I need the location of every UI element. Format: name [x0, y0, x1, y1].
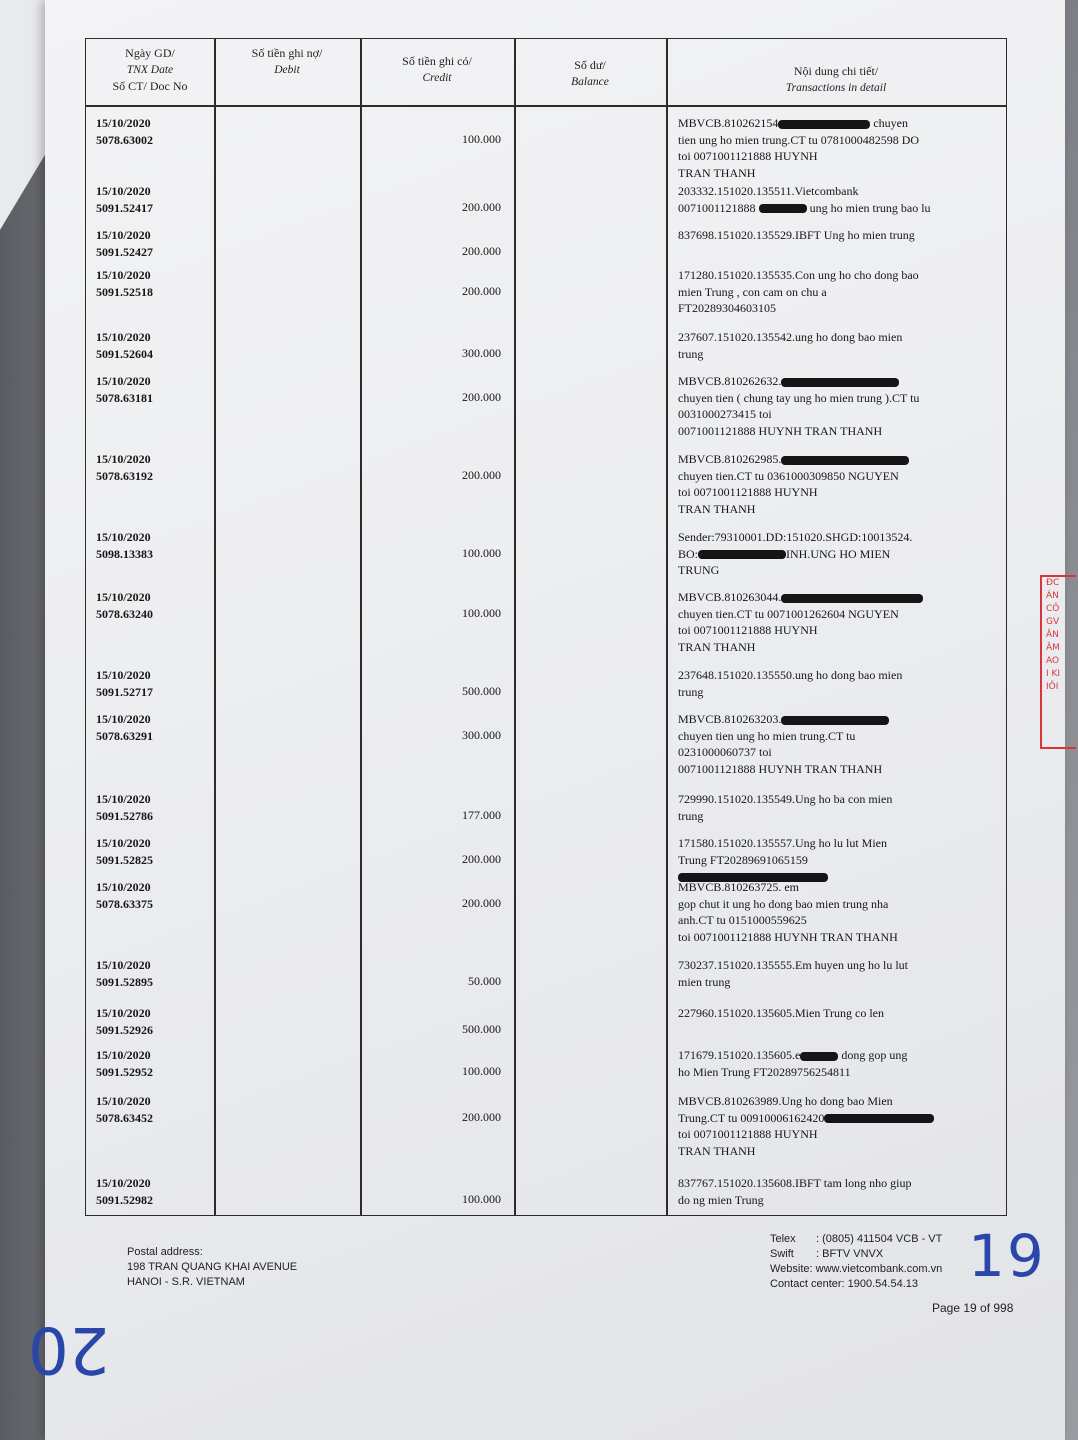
tnx-date: 15/10/2020	[96, 116, 151, 130]
stamp-text-fragment: ĐC	[1046, 578, 1060, 588]
stamp-text-fragment: AO	[1046, 656, 1060, 666]
detail-text: 203332.151020.135511.Vietcombank 0071001121888	[678, 184, 859, 215]
detail-text: MBVCB.810262985.	[678, 452, 782, 466]
telex-value: : (0805) 411504 VCB - VT	[816, 1233, 943, 1245]
transaction-detail	[678, 957, 946, 990]
header-date	[86, 45, 214, 94]
redaction-mark	[781, 378, 899, 387]
column-divider	[214, 39, 216, 1215]
transaction-detail	[678, 115, 946, 181]
transaction-detail	[678, 711, 946, 777]
detail-text: MBVCB.810263725.	[678, 880, 782, 894]
tnx-date: 15/10/2020	[96, 880, 151, 894]
column-divider	[360, 39, 362, 1215]
doc-number: 5078.63192	[96, 469, 153, 483]
credit-amount: 100.000	[462, 1064, 501, 1078]
detail-text-continued: chuyen tien.CT tu 0071001262604 NGUYEN toi 0071001121888 HUYNH TRAN THANH	[678, 606, 899, 654]
handwritten-page-number: 19	[968, 1222, 1046, 1290]
tnx-date: 15/10/2020	[96, 330, 151, 344]
stamp-text-fragment: GV	[1046, 617, 1060, 627]
header-divider	[86, 105, 1006, 107]
credit-amount: 200.000	[462, 244, 501, 258]
redaction-mark	[781, 716, 889, 725]
redaction-mark	[778, 120, 870, 129]
detail-text: 237607.151020.135542.ung ho dong bao mien trung	[678, 330, 903, 361]
detail-text: MBVCB.810262632.	[678, 374, 782, 388]
postal-line-1: 198 TRAN QUANG KHAI AVENUE	[127, 1261, 298, 1273]
header-doc-no: Số CT/ Doc No	[112, 79, 188, 93]
doc-number: 5091.52786	[96, 809, 153, 823]
tnx-date: 15/10/2020	[96, 452, 151, 466]
detail-text: 171679.151020.135605.e	[678, 1048, 801, 1062]
tnx-date: 15/10/2020	[96, 1176, 151, 1190]
detail-text: 171580.151020.135557.Ung ho lu lut Mien Trung FT20289691065159	[678, 836, 887, 867]
bank-statement-page	[45, 0, 1065, 1440]
doc-number: 5078.63240	[96, 607, 153, 621]
stamp-text-fragment: ÁN	[1046, 591, 1059, 601]
contact-center-text: Contact center: 1900.54.54.13	[770, 1278, 918, 1290]
swift-label: Swift	[770, 1248, 794, 1260]
tnx-date: 15/10/2020	[96, 668, 151, 682]
doc-number: 5078.63375	[96, 897, 153, 911]
doc-number: 5091.52895	[96, 975, 153, 989]
credit-amount: 200.000	[462, 1110, 501, 1124]
header-balance	[514, 57, 666, 90]
credit-amount: 100.000	[462, 1192, 501, 1206]
credit-amount: 100.000	[462, 132, 501, 146]
detail-text: Sender:79310001.DD:151020.SHGD:10013524. BO:	[678, 530, 913, 561]
credit-amount: 177.000	[462, 808, 501, 822]
detail-text: 171280.151020.135535.Con ung ho cho dong bao mien Trung , con cam on chu a FT20289304603105	[678, 268, 919, 315]
transaction-detail	[678, 267, 946, 317]
detail-text-continued: dong gop ung ho Mien Trung FT20289756254811	[678, 1048, 908, 1079]
header-detail-vi: Nội dung chi tiết/	[793, 64, 879, 78]
red-stamp-fragment	[1040, 575, 1076, 749]
credit-amount: 200.000	[462, 284, 501, 298]
credit-amount: 200.000	[462, 390, 501, 404]
column-divider	[666, 39, 668, 1215]
detail-text: 837698.151020.135529.IBFT Ung ho mien trung	[678, 228, 915, 242]
credit-amount: 500.000	[462, 684, 501, 698]
credit-amount: 300.000	[462, 728, 501, 742]
header-credit-en: Credit	[422, 72, 452, 84]
detail-text-continued: chuyen tien.CT tu 0361000309850 NGUYEN toi 0071001121888 HUYNH TRAN THANH	[678, 468, 899, 516]
detail-text-continued: toi 0071001121888 HUYNH TRAN THANH	[678, 1127, 818, 1158]
stamp-text-fragment: CÔ	[1046, 604, 1060, 614]
doc-number: 5091.52825	[96, 853, 153, 867]
website-text: Website: www.vietcombank.com.vn	[770, 1263, 943, 1275]
doc-number: 5098.13383	[96, 547, 153, 561]
tnx-date: 15/10/2020	[96, 590, 151, 604]
transaction-detail	[678, 589, 946, 655]
header-debit	[214, 45, 360, 78]
column-divider	[514, 39, 516, 1215]
detail-text: MBVCB.810263044.	[678, 590, 782, 604]
detail-text: MBVCB.810263989.Ung ho dong bao Mien Trung.CT tu 00910006162420	[678, 1094, 893, 1125]
transaction-detail	[678, 529, 946, 579]
credit-amount: 50.000	[468, 974, 501, 988]
stamp-text-fragment: I KI	[1046, 669, 1061, 679]
header-detail-en: Transactions in detail	[785, 82, 887, 94]
postal-line-2: HANOI - S.R. VIETNAM	[127, 1276, 245, 1288]
header-date-en: TNX Date	[126, 64, 174, 76]
doc-number: 5091.52518	[96, 285, 153, 299]
credit-amount: 200.000	[462, 896, 501, 910]
tnx-date: 15/10/2020	[96, 374, 151, 388]
postal-address	[127, 1245, 297, 1290]
doc-number: 5078.63181	[96, 391, 153, 405]
bank-contact-info	[770, 1232, 942, 1292]
doc-number: 5091.52982	[96, 1193, 153, 1207]
detail-text-continued: chuyen tien ung ho mien trung.CT tu 0231000060737 toi 0071001121888 HUYNH TRAN THANH	[678, 728, 883, 776]
tnx-date: 15/10/2020	[96, 958, 151, 972]
doc-number: 5091.52926	[96, 1023, 153, 1037]
redaction-mark	[698, 550, 786, 559]
transaction-detail	[678, 791, 946, 824]
handwritten-number-inverted: 20	[28, 1312, 110, 1386]
transaction-detail	[678, 451, 946, 517]
detail-text: 237648.151020.135550.ung ho dong bao mien trung	[678, 668, 903, 699]
transaction-detail	[678, 183, 946, 216]
transaction-detail	[678, 1005, 946, 1022]
transactions-table	[85, 38, 1007, 1216]
credit-amount: 500.000	[462, 1022, 501, 1036]
doc-number: 5091.52717	[96, 685, 153, 699]
detail-text-continued: em gop chut it ung ho dong bao mien trung nha anh.CT tu 0151000559625 toi 0071001121888 HUYNH TRAN THANH	[678, 880, 898, 944]
header-debit-en: Debit	[274, 64, 300, 76]
tnx-date: 15/10/2020	[96, 836, 151, 850]
doc-number: 5091.52952	[96, 1065, 153, 1079]
transaction-detail	[678, 373, 946, 439]
header-balance-en: Balance	[571, 76, 609, 88]
page-number: Page 19 of 998	[932, 1301, 1014, 1315]
credit-amount: 200.000	[462, 852, 501, 866]
detail-text-continued: chuyen tien ung ho mien trung.CT tu 0781000482598 DO toi 0071001121888 HUYNH TRAN THANH	[678, 116, 920, 180]
redaction-mark	[781, 594, 923, 603]
redaction-mark	[759, 204, 807, 213]
stamp-text-fragment: ÂN	[1046, 630, 1059, 640]
redaction-mark	[781, 456, 909, 465]
doc-number: 5091.52604	[96, 347, 153, 361]
header-debit-vi: Số tiền ghi nợ/	[251, 46, 323, 60]
transaction-detail	[678, 835, 946, 885]
credit-amount: 100.000	[462, 606, 501, 620]
doc-number: 5091.52427	[96, 245, 153, 259]
doc-number: 5078.63291	[96, 729, 153, 743]
header-date-vi: Ngày GD/	[125, 46, 175, 60]
header-credit-vi: Số tiền ghi có/	[402, 54, 472, 68]
transaction-detail	[678, 227, 946, 244]
stamp-text-fragment: IÔI	[1046, 682, 1059, 692]
transaction-detail	[678, 329, 946, 362]
transaction-detail	[678, 1175, 946, 1208]
credit-amount: 200.000	[462, 468, 501, 482]
tnx-date: 15/10/2020	[96, 228, 151, 242]
doc-number: 5078.63452	[96, 1111, 153, 1125]
swift-value: : BFTV VNVX	[816, 1248, 884, 1260]
detail-text: 227960.151020.135605.Mien Trung co len	[678, 1006, 885, 1020]
transaction-detail	[678, 879, 946, 945]
credit-amount: 300.000	[462, 346, 501, 360]
detail-text: 729990.151020.135549.Ung ho ba con mien trung	[678, 792, 893, 823]
tnx-date: 15/10/2020	[96, 1094, 151, 1108]
detail-text-continued: INH.UNG HO MIEN TRUNG	[678, 546, 891, 577]
transaction-detail	[678, 1047, 946, 1080]
transaction-detail	[678, 667, 946, 700]
tnx-date: 15/10/2020	[96, 184, 151, 198]
tnx-date: 15/10/2020	[96, 1048, 151, 1062]
detail-text: MBVCB.810263203.	[678, 712, 782, 726]
doc-number: 5091.52417	[96, 201, 153, 215]
tnx-date: 15/10/2020	[96, 530, 151, 544]
transaction-detail	[678, 1093, 946, 1159]
header-credit	[360, 53, 514, 86]
detail-text-continued: chuyen tien ( chung tay ung ho mien trung ).CT tu 0031000273415 toi 0071001121888 HUYNH TRAN THANH	[678, 390, 920, 438]
redaction-mark	[824, 1114, 934, 1123]
tnx-date: 15/10/2020	[96, 1006, 151, 1020]
postal-label: Postal address:	[127, 1246, 203, 1258]
redaction-mark	[800, 1052, 838, 1061]
tnx-date: 15/10/2020	[96, 792, 151, 806]
doc-number: 5078.63002	[96, 133, 153, 147]
stamp-text-fragment: ÂM	[1046, 643, 1060, 653]
tnx-date: 15/10/2020	[96, 268, 151, 282]
detail-text: MBVCB.810262154	[678, 116, 779, 130]
credit-amount: 100.000	[462, 546, 501, 560]
header-detail	[666, 63, 1006, 96]
detail-text: 837767.151020.135608.IBFT tam long nho giup do ng mien Trung	[678, 1176, 912, 1207]
tnx-date: 15/10/2020	[96, 712, 151, 726]
detail-text-continued: ung ho mien trung bao lu	[806, 200, 931, 215]
header-balance-vi: Số dư/	[574, 58, 606, 72]
credit-amount: 200.000	[462, 200, 501, 214]
telex-label: Telex	[770, 1233, 796, 1245]
detail-text: 730237.151020.135555.Em huyen ung ho lu lut mien trung	[678, 958, 908, 989]
